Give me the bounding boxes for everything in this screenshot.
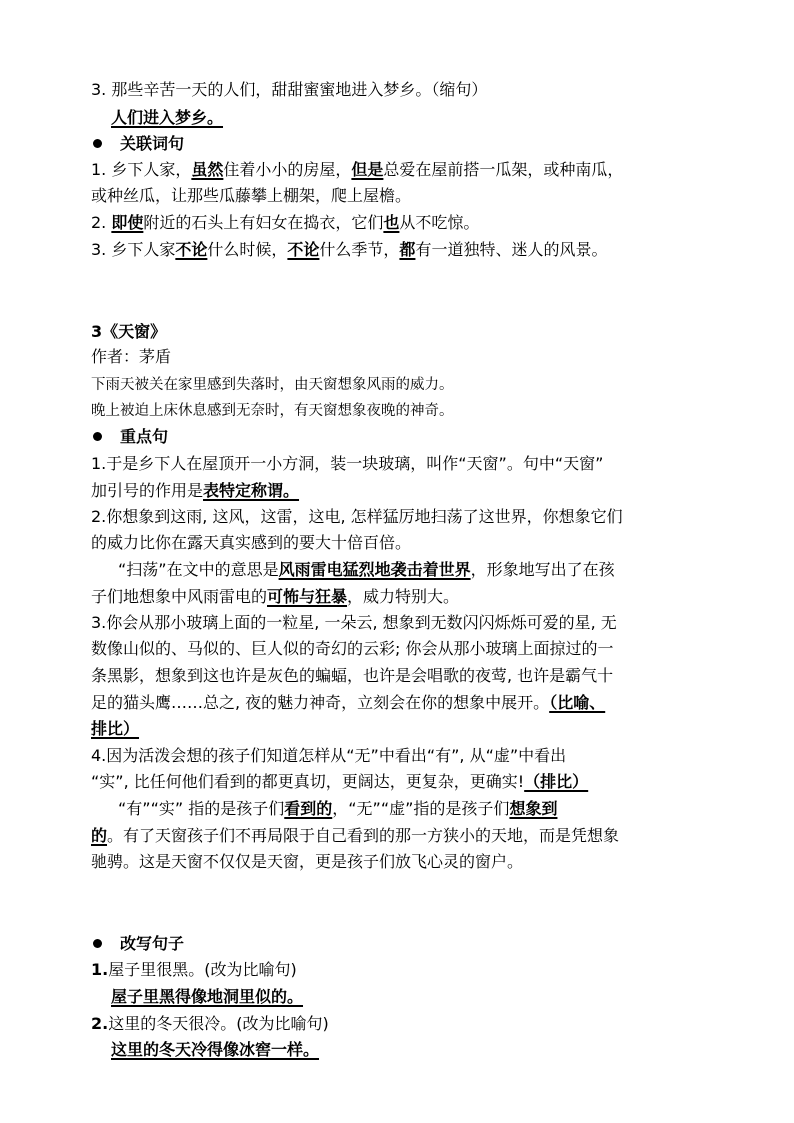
key-sentence-4-analysis: “有”“实” 指的是孩子们看到的，“无”“虚”指的是孩子们想象到 bbox=[118, 799, 558, 818]
key-sentence-2-cont: 的威力比你在露天真实感到的要大十倍百倍。 bbox=[91, 533, 412, 552]
lesson-title: 3《天窗》 bbox=[91, 322, 167, 341]
key-sentence-3-line-5: 排比） bbox=[91, 719, 140, 738]
rewrite-answer-2: 这里的冬天冷得像冰窖一样。 bbox=[111, 1040, 320, 1059]
heading-conjunctions: 关联词句 bbox=[91, 132, 184, 156]
bullet-icon bbox=[93, 432, 102, 441]
key-sentence-3: 3.你会从那小玻璃上面的一粒星, 一朵云, 想象到无数闪闪烁烁可爱的星, 无 bbox=[91, 613, 617, 632]
lesson-note-2: 晚上被迫上床休息感到无奈时，有天窗想象夜晚的神奇。 bbox=[91, 403, 454, 419]
key-sentence-4-cont: “实”, 比任何他们看到的都更真切，更阔达，更复杂，更确实!（排比） bbox=[91, 772, 589, 791]
conjunction-sentence-1-cont: 或种丝瓜，让那些瓜藤攀上棚架，爬上屋檐。 bbox=[91, 186, 412, 205]
lesson-author: 作者：茅盾 bbox=[91, 347, 172, 366]
rewrite-question-2: 2.这里的冬天很冷。(改为比喻句) bbox=[91, 1014, 329, 1033]
rewrite-question-1: 1.屋子里很黑。(改为比喻句) bbox=[91, 960, 297, 979]
key-sentence-2-analysis-cont: 子们地想象中风雨雷电的可怖与狂暴，威力特别大。 bbox=[91, 587, 460, 606]
key-sentence-2-analysis: “扫荡”在文中的意思是风雨雷电猛烈地袭击着世界，形象地写出了在孩 bbox=[118, 560, 615, 579]
key-sentence-4-analysis-cont: 的。有了天窗孩子们不再局限于自己看到的那一方狭小的天地，而是凭想象 bbox=[91, 826, 620, 845]
bullet-icon bbox=[93, 939, 102, 948]
key-sentence-1-cont: 加引号的作用是表特定称谓。 bbox=[91, 481, 300, 500]
rewrite-answer-1: 屋子里黑得像地洞里似的。 bbox=[111, 987, 304, 1006]
key-sentence-3-line-2: 数像山似的、马似的、巨人似的奇幻的云彩; 你会从那小玻璃上面掠过的一 bbox=[91, 639, 614, 658]
abbreviation-question: 3. 那些辛苦一天的人们，甜甜蜜蜜地进入梦乡。（缩句） bbox=[91, 80, 488, 99]
key-sentence-3-line-3: 条黑影，想象到这也许是灰色的蝙蝠，也许是会唱歌的夜莺, 也许是霸气十 bbox=[91, 666, 614, 685]
conjunction-sentence-3: 3. 乡下人家不论什么时候，不论什么季节，都有一道独特、迷人的风景。 bbox=[91, 240, 608, 259]
key-sentence-1: 1.于是乡下人在屋顶开一小方洞，装一块玻璃，叫作“天窗”。句中“天窗” bbox=[91, 454, 604, 473]
bullet-icon bbox=[93, 139, 102, 148]
key-sentence-4-analysis-end: 驰骋。这是天窗不仅仅是天窗，更是孩子们放飞心灵的窗户。 bbox=[91, 852, 524, 871]
key-sentence-3-line-4: 足的猫头鹰……总之, 夜的魅力神奇，立刻会在你的想象中展开。（比喻、 bbox=[91, 693, 606, 712]
conjunction-sentence-2: 2. 即使附近的石头上有妇女在捣衣，它们也从不吃惊。 bbox=[91, 213, 480, 232]
key-sentence-2: 2.你想象到这雨, 这风，这雷，这电, 怎样猛厉地扫荡了这世界，你想象它们 bbox=[91, 507, 623, 526]
abbreviation-answer: 人们进入梦乡。 bbox=[111, 108, 224, 127]
key-sentence-4: 4.因为活泼会想的孩子们知道怎样从“无”中看出“有”, 从“虚”中看出 bbox=[91, 746, 567, 765]
heading-key-sentences: 重点句 bbox=[91, 425, 168, 449]
conjunction-sentence-1: 1. 乡下人家，虽然住着小小的房屋，但是总爱在屋前搭一瓜架，或种南瓜， bbox=[91, 160, 624, 179]
lesson-note-1: 下雨天被关在家里感到失落时，由天窗想象风雨的威力。 bbox=[91, 377, 454, 393]
heading-rewrite-sentences: 改写句子 bbox=[91, 932, 184, 956]
